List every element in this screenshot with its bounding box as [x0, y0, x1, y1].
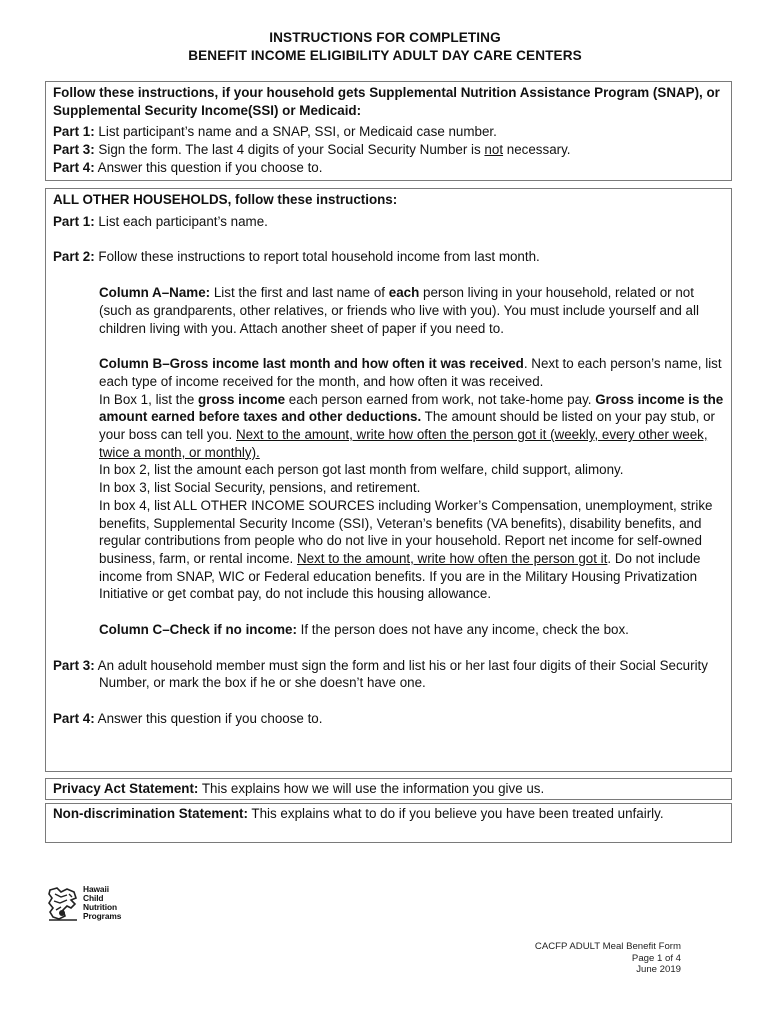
other-part-3: [53, 657, 724, 692]
snap-heading: Follow these instructions, if your household gets Supplemental Nutrition Assistance Program (SNAP), or Supplemental Security Income(SSI) or Medicaid:: [53, 85, 720, 118]
emphasis-text: gross income: [198, 391, 286, 407]
column-c-instructions: [53, 621, 724, 639]
column-label: Column C–Check if no income:: [99, 622, 297, 638]
form-date: June 2019: [636, 964, 681, 975]
privacy-text: This explains how we will use the information you give us.: [198, 781, 545, 796]
part-text: Sign the form. The last 4 digits of your Social Security Number is: [94, 142, 485, 158]
underlined-text: Next to the amount, write how often the person got it (weekly, every other week, twice a month, or monthly).: [99, 427, 708, 460]
column-text: List the first and last name of: [210, 285, 389, 301]
privacy-label: Privacy Act Statement:: [53, 781, 199, 796]
emphasis-text: Gross income is the amount earned before taxes and other deductions.: [99, 391, 724, 425]
part-text: necessary.: [503, 142, 571, 158]
part-label: Part 4:: [53, 159, 95, 175]
part-label: Part 4:: [53, 711, 95, 727]
title-line-2: BENEFIT INCOME ELIGIBILITY ADULT DAY CARE CENTERS: [188, 48, 582, 63]
logo-line: Child: [83, 893, 104, 903]
other-part-2: [53, 248, 724, 266]
column-a-instructions: [53, 284, 724, 337]
part-label: Part 3:: [53, 657, 95, 673]
snap-part-4: [53, 159, 724, 177]
part-label: Part 1:: [53, 213, 95, 229]
snap-part-3: [53, 141, 724, 159]
column-label: Column A–Name:: [99, 285, 211, 301]
column-text: . Next to each person’s name, list each type of income received for the month, and how often it was received.: [99, 356, 722, 389]
hawaii-child-nutrition-logo-icon: [47, 886, 79, 922]
part-label: Part 3:: [53, 142, 95, 158]
box-3-instructions: In box 3, list Social Security, pensions, and retirement.: [99, 480, 421, 496]
column-b-instructions: [53, 355, 724, 603]
privacy-act-box: [45, 778, 732, 800]
page-number: Page 1 of 4: [631, 952, 681, 964]
other-part-1: [53, 213, 724, 231]
box-4-instructions: [99, 497, 724, 603]
underlined-text: Next to the amount, write how often the person got it: [296, 550, 608, 566]
other-part-4: [53, 710, 724, 728]
box-text: In Box 1, list the: [99, 391, 198, 407]
logo-line: Hawaii: [83, 884, 109, 894]
box-2-instructions: In box 2, list the amount each person got last month from welfare, child support, alimony.: [99, 462, 624, 478]
nondiscrimination-text: This explains what to do if you believe you have been treated unfairly.: [247, 806, 664, 821]
box-text: The amount should be listed on your pay stub, or your boss can tell you.: [99, 409, 715, 443]
part-text: An adult household member must sign the form and list his or her last four digits of their Social Security Number, or mark the box if he or she doesn’t have one.: [94, 657, 708, 691]
logo-line: Nutrition: [83, 902, 117, 912]
snap-instructions-box: [45, 81, 732, 181]
box-text: each person earned from work, not take-home pay.: [285, 391, 596, 407]
form-name: CACFP ADULT Meal Benefit Form: [534, 941, 681, 952]
logo-text: [83, 885, 121, 921]
emphasis-text: not: [484, 142, 504, 158]
nondiscrimination-box: [45, 803, 732, 843]
part-label: Part 2:: [53, 249, 95, 265]
document-title: [0, 29, 770, 65]
snap-part-1: [53, 123, 724, 141]
box-1-instructions: [99, 391, 724, 462]
column-text: person living in your household, related or not (such as grandparents, other relatives, or friends who live with you). You must include yourself and all children living with you. Attach another sheet of paper if you need to.: [99, 285, 699, 336]
emphasis-text: each: [388, 285, 420, 301]
column-label: Column B–Gross income last month and how often it was received: [99, 356, 524, 372]
hawaii-child-nutrition-logo: [47, 884, 137, 924]
column-text: If the person does not have any income, check the box.: [296, 622, 629, 638]
other-heading: ALL OTHER HOUSEHOLDS, follow these instructions:: [53, 192, 398, 207]
part-text: List participant’s name and a SNAP, SSI, or Medicaid case number.: [94, 124, 497, 140]
page-footer: [535, 941, 681, 976]
other-households-box: [45, 188, 732, 772]
title-line-1: INSTRUCTIONS FOR COMPLETING: [269, 30, 501, 45]
box-text: . Do not include income from SNAP, WIC or Federal education benefits. If you are in the Military Housing Privatization Initiative or get combat pay, do not include this housing allowance.: [99, 550, 701, 602]
part-text: List each participant’s name.: [94, 213, 268, 229]
logo-line: Programs: [83, 911, 122, 921]
part-text: Answer this question if you choose to.: [94, 159, 323, 175]
nondiscrimination-label: Non-discrimination Statement:: [53, 806, 248, 821]
part-text: Answer this question if you choose to.: [94, 711, 323, 727]
part-label: Part 1:: [53, 124, 95, 140]
part-text: Follow these instructions to report total household income from last month.: [94, 249, 540, 265]
box-text: In box 4, list ALL OTHER INCOME SOURCES including Worker’s Compensation, unemployment, strike benefits, Supplemental Security Income (SSI), Veteran’s benefits (VA benefits), disability benefits, and regular contributions from people who do not live in your household. Report net income for self-owned business, farm, or rental income.: [99, 497, 713, 566]
